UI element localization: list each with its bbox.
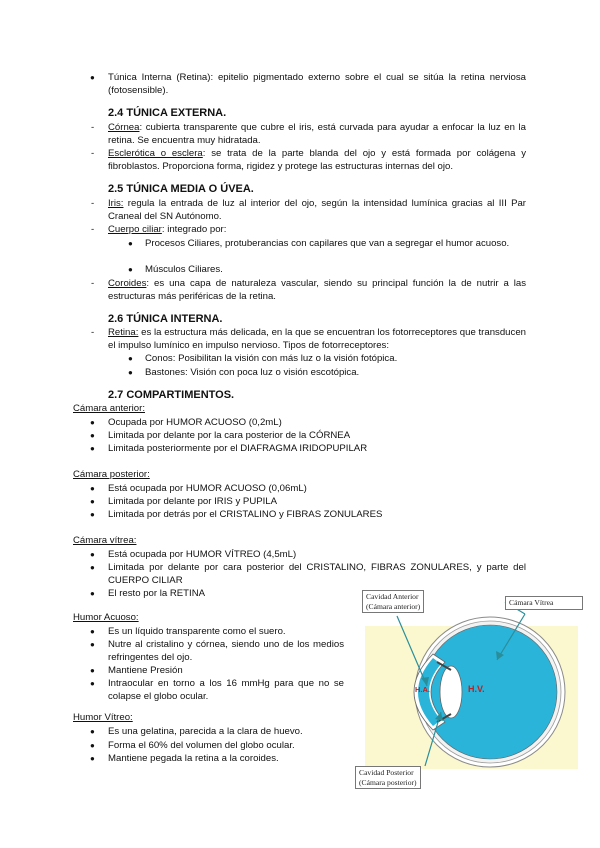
bullet-icon: ●	[90, 73, 95, 82]
bullet-icon: ●	[128, 239, 133, 248]
list-item: Limitada por delante por cara posterior del CRISTALINO, FIBRAS ZONULARES, y parte del CUERPO CILIAR	[108, 562, 526, 586]
bullet-icon: ●	[90, 666, 95, 675]
eye-figure	[355, 588, 585, 793]
intro-item: Túnica Interna (Retina): epitelio pigmentado externo sobre el cual se sitúa la retina nerviosa (fotosensible).	[108, 72, 526, 96]
list-item: Es una gelatina, parecida a la clara de huevo.	[108, 726, 303, 737]
dash-icon: -	[91, 122, 95, 133]
list-item: Está ocupada por HUMOR VÍTREO (4,5mL)	[108, 549, 297, 560]
cuerpo-ciliar-text: : integrado por:	[161, 224, 227, 235]
bullet-icon: ●	[90, 418, 95, 427]
procesos-ciliares-item: Procesos Ciliares, protuberancias con capilares que van a segregar el humor acuoso.	[145, 238, 510, 249]
cavidad-anterior-label: Cavidad Anterior	[366, 592, 419, 601]
list-item: Forma el 60% del volumen del globo ocular.	[108, 740, 295, 751]
ha-label: H.A.	[415, 685, 430, 694]
coroides-item	[108, 278, 526, 303]
retina-item	[108, 327, 526, 352]
camara-vitrea-box	[505, 596, 583, 610]
cavidad-posterior-box	[355, 766, 421, 789]
list-item: Está ocupada por HUMOR ACUOSO (0,06mL)	[108, 483, 307, 494]
cornea-item	[108, 122, 526, 147]
dash-icon: -	[91, 327, 95, 338]
bullet-icon: ●	[90, 497, 95, 506]
cavidad-anterior-box	[362, 590, 424, 613]
cornea-text: : cubierta transparente que cubre el iris, está curvada para ayudar a enfocar la luz en la retina. Se encuentra muy hidratada.	[108, 122, 526, 146]
section-heading-2-7: 2.7 COMPARTIMENTOS.	[108, 389, 235, 401]
section-heading-2-4: 2.4 TÚNICA EXTERNA.	[108, 107, 227, 119]
camara-posterior-title: Cámara posterior:	[73, 469, 150, 480]
list-item: Mantiene pegada la retina a la coroides.	[108, 753, 279, 764]
bullet-icon: ●	[90, 550, 95, 559]
conos-item: Conos: Posibilitan la visión con más luz o la visión fotópica.	[145, 353, 398, 364]
camara-vitrea-title: Cámara vítrea:	[73, 535, 137, 546]
dash-icon: -	[91, 278, 95, 289]
bullet-icon: ●	[90, 741, 95, 750]
list-item: Mantiene Presión	[108, 665, 183, 676]
term-retina: Retina:	[108, 327, 139, 338]
list-item: Intraocular en torno a los 16 mmHg para que no se colapse el globo ocular.	[108, 678, 344, 702]
humor-vitreo-title: Humor Vítreo:	[73, 712, 133, 723]
bullet-icon: ●	[90, 754, 95, 763]
term-esclera: Esclerótica o esclera	[108, 148, 203, 159]
bullet-icon: ●	[128, 354, 133, 363]
list-item: Ocupada por HUMOR ACUOSO (0,2mL)	[108, 417, 282, 428]
humor-acuoso-title: Humor Acuoso:	[73, 612, 139, 623]
bullet-icon: ●	[90, 627, 95, 636]
section-heading-2-6: 2.6 TÚNICA INTERNA.	[108, 313, 223, 325]
term-coroides: Coroides	[108, 278, 147, 289]
bullet-icon: ●	[90, 484, 95, 493]
bullet-icon: ●	[90, 510, 95, 519]
retina-text: es la estructura más delicada, en la que se encuentran los fotorreceptores que transducen el impulso lumínico en impulso nervioso. Tipos de fotorreceptores:	[108, 327, 526, 351]
list-item: Limitada por delante por la cara posterior de la CÓRNEA	[108, 430, 351, 441]
hv-label: H.V.	[468, 684, 485, 694]
arrow-cavidad-anterior	[397, 616, 427, 686]
list-item: Limitada posteriormente por el DIAFRAGMA IRIDOPUPILAR	[108, 443, 368, 454]
camara-vitrea-label: Cámara Vítrea	[509, 598, 554, 607]
list-item: Nutre al cristalino y córnea, siendo uno de los medios refringentes del ojo.	[108, 639, 344, 663]
dash-icon: -	[91, 148, 95, 159]
term-cornea: Córnea	[108, 122, 140, 133]
bullet-icon: ●	[90, 431, 95, 440]
dash-icon: -	[91, 224, 95, 235]
camara-anterior-label: (Cámara anterior)	[366, 601, 421, 611]
bullet-icon: ●	[90, 640, 95, 649]
bullet-icon: ●	[90, 727, 95, 736]
coroides-text: : es una capa de naturaleza vascular, siendo su principal función la de nutrir a las estructuras más periféricas de la retina.	[108, 278, 526, 302]
cuerpo-ciliar-item	[108, 224, 226, 237]
bullet-icon: ●	[90, 679, 95, 688]
lens	[440, 666, 462, 718]
list-item: Es un líquido transparente como el suero.	[108, 626, 286, 637]
camara-posterior-label: (Cámara posterior)	[359, 777, 417, 787]
esclera-text: : se trata de la parte blanda del ojo y está formada por colágena y fibroblastos. Proporciona forma, rigidez y protege las estructuras internas del ojo.	[108, 148, 526, 172]
section-heading-2-5: 2.5 TÚNICA MEDIA O ÚVEA.	[108, 183, 254, 195]
esclera-item	[108, 148, 526, 173]
list-item: Limitada por detrás por el CRISTALINO y FIBRAS ZONULARES	[108, 509, 383, 520]
iris-item	[108, 198, 526, 223]
musculos-ciliares-item: Músculos Ciliares.	[145, 264, 223, 275]
list-item: Limitada por delante por IRIS y PUPILA	[108, 496, 278, 507]
term-iris: Iris:	[108, 198, 124, 209]
dash-icon: -	[91, 198, 95, 209]
list-item: El resto por la RETINA	[108, 588, 206, 599]
camara-anterior-title: Cámara anterior:	[73, 403, 145, 414]
bullet-icon: ●	[90, 563, 95, 572]
bastones-item: Bastones: Visión con poca luz o visión escotópica.	[145, 367, 360, 378]
bullet-icon: ●	[128, 368, 133, 377]
term-cuerpo-ciliar: Cuerpo ciliar	[108, 224, 162, 235]
bullet-icon: ●	[90, 444, 95, 453]
iris-text: regula la entrada de luz al interior del ojo, según la intensidad lumínica gracias al III Par Craneal del SN Autónomo.	[108, 198, 526, 222]
cavidad-posterior-label: Cavidad Posterior	[359, 768, 414, 777]
bullet-icon: ●	[90, 589, 95, 598]
bullet-icon: ●	[128, 265, 133, 274]
